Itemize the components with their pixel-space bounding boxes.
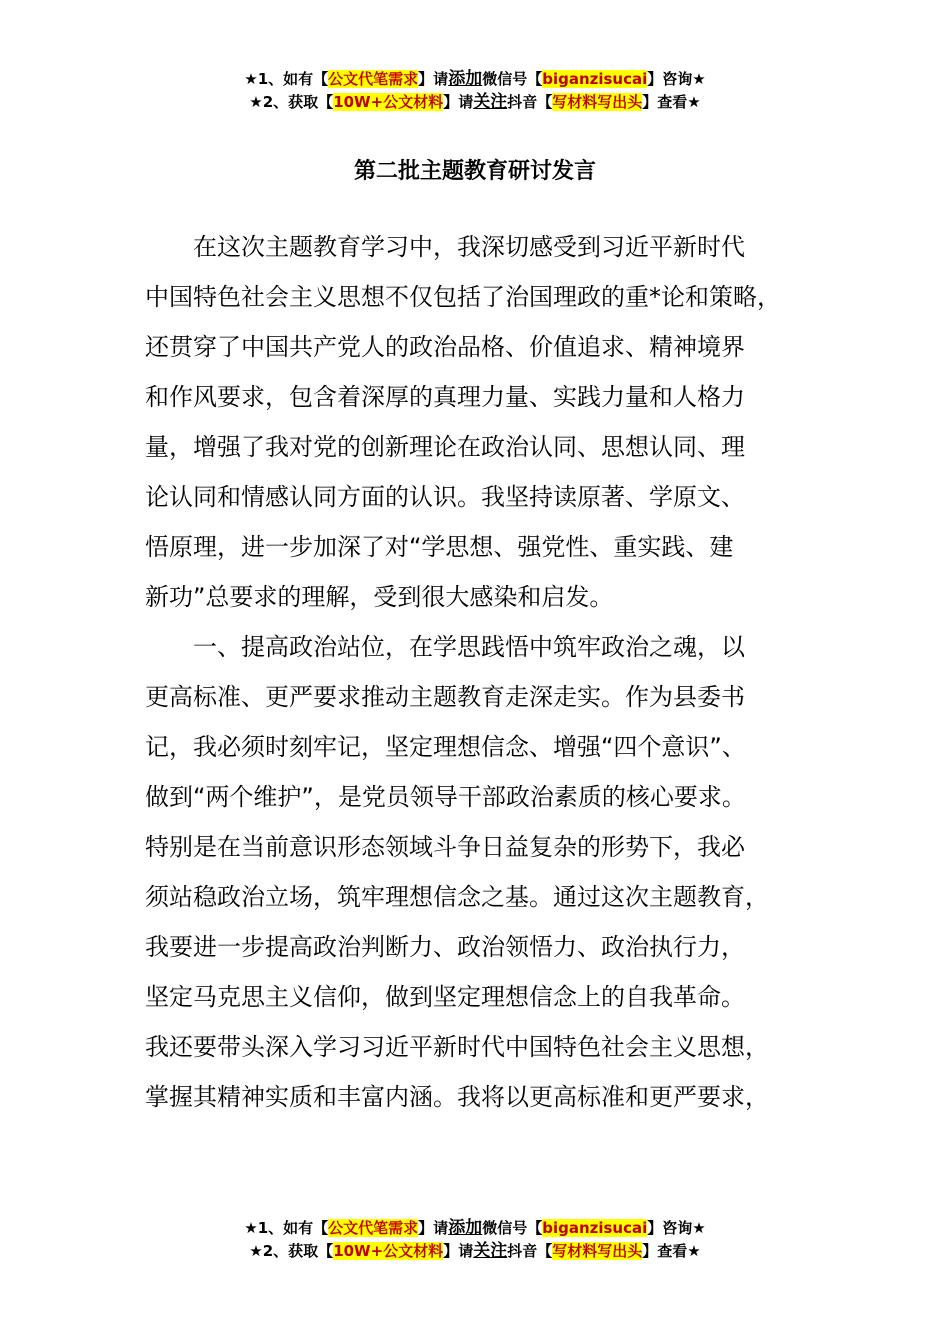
banner-highlight: 公文代笔需求 [328, 1219, 419, 1237]
body-line: 悟原理，进一步加深了对“学思想、强党性、重实践、建 [145, 533, 734, 561]
banner-wechat-id: biganzisucai [542, 70, 648, 88]
banner-text: ★1、如有【 [244, 1219, 329, 1237]
banner-emphasis: 关注 [473, 1241, 508, 1261]
body-line: 一、提高政治站位，在学思践悟中筑牢政治之魂，以 [145, 633, 745, 661]
banner-highlight: 10W+公文材料 [333, 93, 444, 111]
banner-emphasis: 关注 [473, 92, 508, 112]
banner-text: 微信号【 [482, 1219, 543, 1237]
body-line: 更高标准、更严要求推动主题教育走深走实。作为县委书 [145, 683, 745, 711]
header-banner [0, 68, 950, 114]
body-line: 坚定马克思主义信仰，做到坚定理想信念上的自我革命。 [145, 983, 745, 1011]
banner-line-1 [0, 68, 950, 91]
banner-highlight: 写材料写出头 [552, 1242, 643, 1260]
banner-highlight: 10W+公文材料 [333, 1242, 444, 1260]
banner-text: ★2、获取【 [249, 1242, 334, 1260]
banner-highlight: 公文代笔需求 [328, 70, 419, 88]
body-line: 记，我必须时刻牢记，坚定理想信念、增强“四个意识”、 [145, 733, 746, 761]
banner-text: ★1、如有【 [244, 70, 329, 88]
banner-line-2 [0, 1240, 950, 1263]
banner-text: 】请 [443, 93, 474, 111]
banner-text: 】咨询★ [647, 1219, 706, 1237]
banner-text: 】查看★ [642, 1242, 701, 1260]
body-line: 论认同和情感认同方面的认识。我坚持读原著、学原文、 [145, 483, 745, 511]
banner-text: 抖音【 [507, 1242, 553, 1260]
banner-emphasis: 添加 [448, 69, 483, 89]
banner-text: ★2、获取【 [249, 93, 334, 111]
body-line: 新功”总要求的理解，受到很大感染和启发。 [145, 583, 614, 611]
banner-emphasis: 添加 [448, 1218, 483, 1238]
banner-text: 】请 [418, 1219, 449, 1237]
banner-text: 】查看★ [642, 93, 701, 111]
body-line: 量，增强了我对党的创新理论在政治认同、思想认同、理 [145, 433, 745, 461]
body-line: 须站稳政治立场，筑牢理想信念之基。通过这次主题教育， [145, 883, 769, 911]
document-body [145, 222, 815, 1122]
body-line: 我要进一步提高政治判断力、政治领悟力、政治执行力， [145, 933, 745, 961]
banner-text: 抖音【 [507, 93, 553, 111]
body-line: 中国特色社会主义思想不仅包括了治国理政的重*论和策略， [145, 283, 781, 311]
banner-text: 】请 [418, 70, 449, 88]
body-line: 还贯穿了中国共产党人的政治品格、价值追求、精神境界 [145, 333, 745, 361]
body-line: 在这次主题教育学习中，我深切感受到习近平新时代 [145, 233, 745, 261]
body-line: 做到“两个维护”，是党员领导干部政治素质的核心要求。 [145, 783, 746, 811]
banner-line-2 [0, 91, 950, 114]
body-line: 掌握其精神实质和丰富内涵。我将以更高标准和更严要求， [145, 1083, 769, 1111]
body-line: 特别是在当前意识形态领域斗争日益复杂的形势下，我必 [145, 833, 745, 861]
banner-highlight: 写材料写出头 [552, 93, 643, 111]
banner-wechat-id: biganzisucai [542, 1219, 648, 1237]
banner-text: 】咨询★ [647, 70, 706, 88]
banner-text: 】请 [443, 1242, 474, 1260]
document-title: 第二批主题教育研讨发言 [353, 159, 596, 184]
body-line: 我还要带头深入学习习近平新时代中国特色社会主义思想， [145, 1033, 769, 1061]
banner-text: 微信号【 [482, 70, 543, 88]
body-line: 和作风要求，包含着深厚的真理力量、实践力量和人格力 [145, 383, 745, 411]
footer-banner [0, 1217, 950, 1263]
banner-line-1 [0, 1217, 950, 1240]
